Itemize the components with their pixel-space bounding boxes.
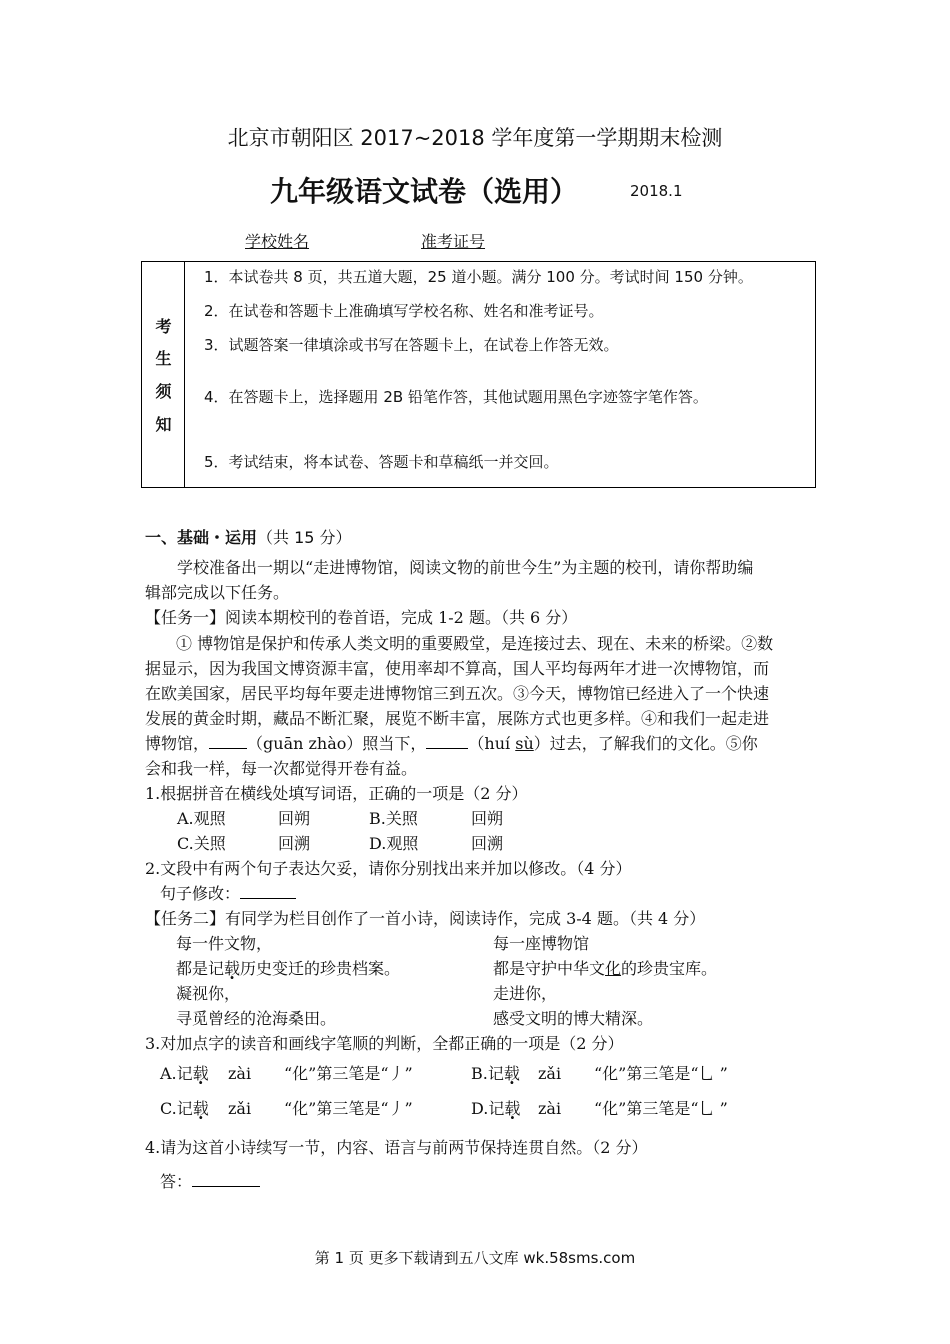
poem-text: 都是记	[176, 959, 225, 978]
passage-line: 会和我一样，每一次都觉得开卷有益。	[145, 759, 418, 778]
q3-option-b-pinyin: zǎi	[538, 1064, 562, 1083]
section-heading-score: （共 15 分）	[257, 528, 352, 547]
fill-blank-2	[426, 732, 468, 749]
pinyin-underlined: sù	[515, 734, 534, 753]
passage-line: ① 博物馆是保护和传承人类文明的重要殿堂，是连接过去、现在、未来的桥梁。②数	[176, 634, 774, 653]
poem-right-line: 感受文明的博大精深。	[493, 1009, 654, 1028]
q3-option-c	[160, 1097, 209, 1121]
passage-line: 发展的黄金时期，藏品不断汇聚，展览不断丰富，展陈方式也更多样。④和我们一起走进	[145, 709, 770, 728]
poem-right-line: 走进你，	[493, 984, 558, 1003]
notice-item: 1．本试卷共 8 页，共五道大题，25 道小题。满分 100 分。考试时间 150 分钟。	[204, 268, 753, 286]
q1-option-a-word: 回朔	[278, 809, 311, 828]
section-heading	[145, 526, 352, 550]
task-two-heading: 【任务二】有同学为栏目创作了一首小诗，阅读诗作，完成 3-4 题。（共 4 分）	[145, 909, 706, 928]
dotted-char: 载	[503, 1064, 520, 1083]
poem-text: 都是守护中华文	[493, 959, 606, 978]
pinyin-hint: （huí	[468, 734, 516, 753]
school-name-label: 学校姓名	[245, 232, 310, 251]
q3-option-d-pinyin: zài	[538, 1099, 562, 1118]
q4-answer-label: 答：	[160, 1172, 193, 1191]
q2-answer-line	[160, 882, 296, 906]
q3-option-a	[160, 1062, 209, 1086]
passage-text: 博物馆，	[145, 734, 210, 753]
poem-left-line: 凝视你，	[176, 984, 241, 1003]
q1-option-c-word: 回溯	[278, 834, 311, 853]
q3-option-c-pinyin: zǎi	[228, 1099, 252, 1118]
question-1: 1.根据拼音在横线处填写词语，正确的一项是（2 分）	[145, 784, 528, 803]
underlined-char: 化	[605, 959, 622, 978]
notice-side-char: 须	[155, 382, 172, 401]
passage-line: 据显示，因为我国文博资源丰富，使用率却不算高，国人平均每两年才进一次博物馆，而	[145, 659, 770, 678]
option-text: D.记	[471, 1099, 505, 1118]
fill-blank-1	[209, 732, 247, 749]
page-footer: 第 1 页 更多下载请到五八文库 wk.58sms.com	[314, 1249, 636, 1267]
q1-option-d: D.观照	[369, 834, 419, 853]
option-text: B.记	[471, 1064, 504, 1083]
poem-text: 的珍贵宝库。	[621, 959, 718, 978]
q3-option-c-stroke: “化”第三笔是“丿”	[284, 1099, 413, 1118]
pinyin-hint: （guān zhào）	[247, 734, 363, 753]
q3-option-d-stroke: “化”第三笔是“乚 ”	[594, 1099, 728, 1118]
q1-option-a: A.观照	[177, 809, 226, 828]
candidate-notice-box	[141, 261, 816, 488]
dotted-char: 载	[224, 959, 241, 978]
q1-option-b: B.关照	[369, 809, 418, 828]
poem-left-line: 每一件文物，	[176, 934, 273, 953]
passage-line: 在欧美国家，居民平均每年要走进博物馆三到五次。③今天，博物馆已经进入了一个快速	[145, 684, 770, 703]
school-info-line	[245, 229, 485, 252]
paper-date: 2018.1	[630, 182, 683, 200]
q3-option-a-stroke: “化”第三笔是“丿”	[284, 1064, 413, 1083]
dotted-char: 载	[192, 1064, 209, 1083]
notice-side-char: 生	[155, 349, 172, 368]
exam-id-label: 准考证号	[421, 232, 486, 251]
dotted-char: 载	[192, 1099, 209, 1118]
q1-option-b-word: 回朔	[471, 809, 504, 828]
notice-item: 3．试题答案一律填涂或书写在答题卡上，在试卷上作答无效。	[204, 336, 619, 354]
q3-option-a-pinyin: zài	[228, 1064, 252, 1083]
poem-left-line	[176, 957, 400, 981]
intro-text: 学校准备出一期以“走进博物馆，阅读文物的前世今生”为主题的校刊，请你帮助编	[177, 558, 754, 577]
notice-side-char: 知	[155, 415, 172, 434]
notice-side-label	[142, 262, 185, 487]
q4-answer-line	[160, 1170, 260, 1194]
poem-right-line: 每一座博物馆	[493, 934, 590, 953]
paper-title: 九年级语文试卷（选用）	[270, 175, 579, 208]
question-2: 2.文段中有两个句子表达欠妥，请你分别找出来并加以修改。（4 分）	[145, 859, 632, 878]
notice-item: 2．在试卷和答题卡上准确填写学校名称、姓名和准考证号。	[204, 302, 604, 320]
intro-text: 辑部完成以下任务。	[145, 583, 290, 602]
q2-answer-label: 句子修改：	[160, 884, 241, 903]
section-heading-title: 一、基础・运用	[145, 528, 258, 547]
option-text: A.记	[160, 1064, 193, 1083]
answer-blank	[192, 1170, 260, 1187]
q1-option-d-word: 回溯	[471, 834, 504, 853]
passage-text: 照当下，	[362, 734, 427, 753]
q3-option-b	[471, 1062, 520, 1086]
q1-option-c: C.关照	[177, 834, 226, 853]
poem-right-line	[493, 957, 717, 981]
poem-text: 历史变迁的珍贵档案。	[240, 959, 401, 978]
question-3: 3.对加点字的读音和画线字笔顺的判断，全都正确的一项是（2 分）	[145, 1034, 624, 1053]
passage-text: ）过去，了解我们的文化。⑤你	[533, 734, 758, 753]
notice-side-char: 考	[155, 317, 172, 336]
dotted-char: 载	[504, 1099, 521, 1118]
answer-blank	[240, 882, 296, 899]
q3-option-d	[471, 1097, 520, 1121]
passage-line	[145, 732, 758, 756]
notice-item: 5．考试结束，将本试卷、答题卡和草稿纸一并交回。	[204, 453, 559, 471]
question-4: 4.请为这首小诗续写一节，内容、语言与前两节保持连贯自然。（2 分）	[145, 1138, 648, 1157]
notice-item: 4．在答题卡上，选择题用 2B 铅笔作答，其他试题用黑色字迹签字笔作答。	[204, 388, 708, 406]
task-one-heading: 【任务一】阅读本期校刊的卷首语，完成 1-2 题。（共 6 分）	[145, 608, 578, 627]
exam-title: 北京市朝阳区 2017~2018 学年度第一学期期末检测	[227, 126, 723, 150]
q3-option-b-stroke: “化”第三笔是“乚 ”	[594, 1064, 728, 1083]
option-text: C.记	[160, 1099, 193, 1118]
poem-left-line: 寻觅曾经的沧海桑田。	[176, 1009, 337, 1028]
